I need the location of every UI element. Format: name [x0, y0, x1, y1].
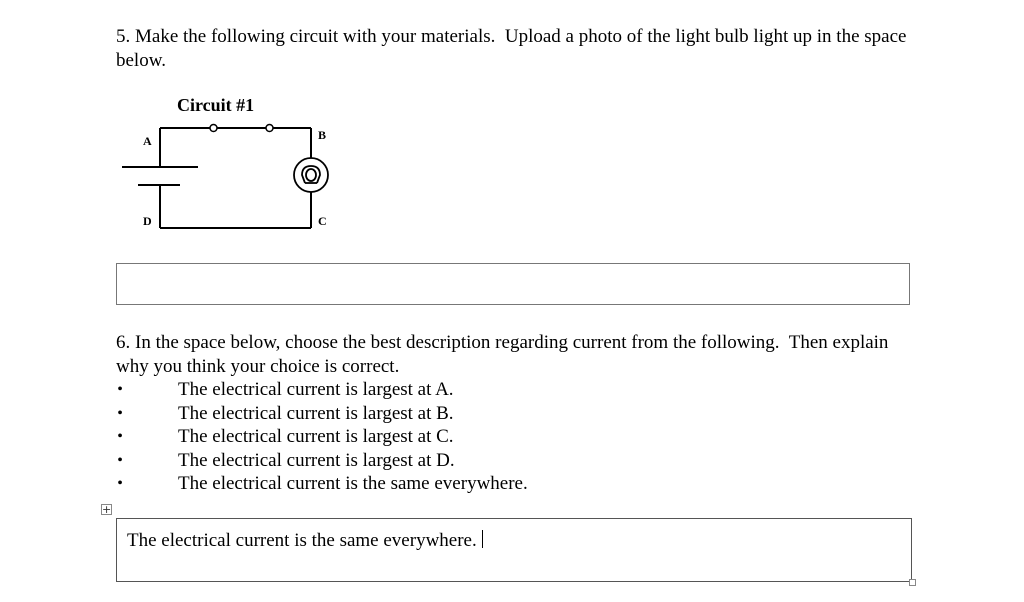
option-text: The electrical current is largest at B. [178, 402, 454, 424]
bullet-icon: • [117, 381, 123, 398]
question-6-text: 6. In the space below, choose the best description regarding current from the following. Then explain why you think your choice is correct. [116, 332, 894, 377]
bullet-icon: • [117, 451, 123, 469]
node-label-d: D [143, 214, 152, 228]
bullet-icon: • [117, 404, 123, 422]
bullet-icon: • [117, 475, 123, 492]
circuit-title: Circuit #1 [177, 95, 255, 115]
option-text: The electrical current is largest at D. [178, 449, 455, 471]
photo-upload-box[interactable] [116, 263, 910, 305]
light-bulb [294, 158, 328, 192]
option-text: The electrical current is largest at C. [178, 426, 454, 447]
option-text: The electrical current is largest at A. [178, 379, 454, 400]
bullet-icon: • [117, 428, 123, 445]
text-caret [482, 530, 483, 548]
answer-text-box[interactable] [116, 518, 912, 582]
node-label-c: C [318, 214, 327, 228]
answer-text: The electrical current is the same everywhere. [127, 530, 477, 551]
table-resize-handle-icon[interactable] [909, 579, 916, 586]
terminal-right [266, 125, 273, 132]
option-text: The electrical current is the same everywhere. [178, 473, 528, 494]
table-move-handle-icon[interactable]: + [102, 503, 112, 516]
node-label-b: B [318, 128, 327, 142]
node-label-a: A [143, 134, 152, 148]
terminal-left [210, 125, 217, 132]
question-5-text: 5. Make the following circuit with your materials. Upload a photo of the light bulb light up in the space below. [116, 26, 912, 71]
